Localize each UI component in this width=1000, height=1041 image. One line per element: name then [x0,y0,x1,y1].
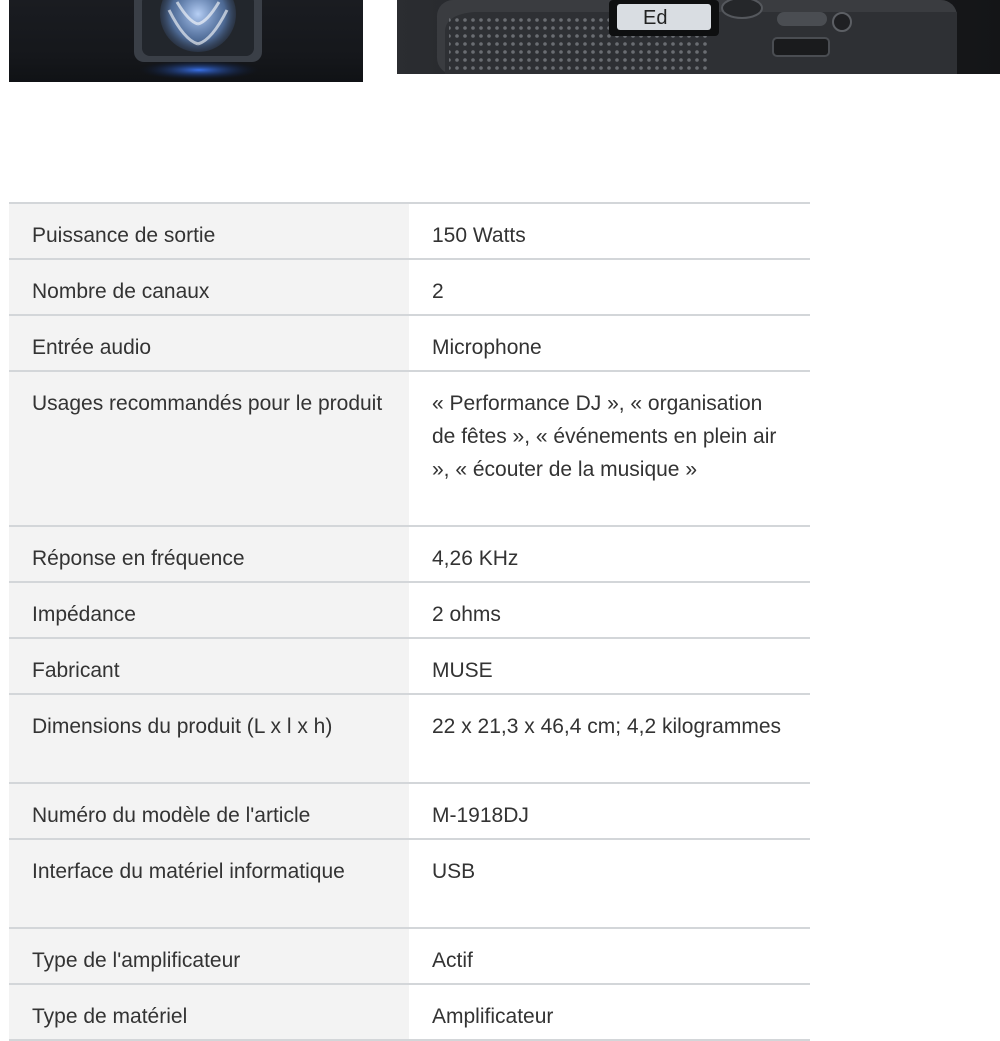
product-specifications-table [9,202,810,1041]
spec-row-frequency-response [9,527,810,583]
spec-row-manufacturer [9,639,810,695]
spec-label: Nombre de canaux [9,260,409,314]
spec-label: Usages recommandés pour le produit [9,372,409,525]
spec-value: 22 x 21,3 x 46,4 cm; 4,2 kilogrammes [409,695,810,782]
spec-value: M-1918DJ [409,784,810,838]
spec-value: « Performance DJ », « organisation de fêtes », « événements en plein air », « écouter de la musique » [409,372,810,525]
spec-label: Réponse en fréquence [9,527,409,581]
spec-label: Entrée audio [9,316,409,370]
spec-label: Impédance [9,583,409,637]
spec-label: Type de l'amplificateur [9,929,409,983]
spec-value: Actif [409,929,810,983]
spec-row-model-number [9,784,810,840]
spec-value: Microphone [409,316,810,370]
spec-row-amplifier-type [9,929,810,985]
speaker-lights-illustration [9,0,363,82]
spec-row-channels [9,260,810,316]
control-panel-illustration [397,0,1000,74]
spec-value: 2 ohms [409,583,810,637]
spec-value: MUSE [409,639,810,693]
spec-label: Dimensions du produit (L x l x h) [9,695,409,782]
spec-row-recommended-uses [9,372,810,527]
spec-row-dimensions [9,695,810,784]
spec-row-hardware-interface [9,840,810,929]
spec-row-hardware-type [9,985,810,1041]
spec-row-output-power [9,204,810,260]
product-image-speaker-lights[interactable] [9,0,363,82]
spec-value: 4,26 KHz [409,527,810,581]
spec-label: Interface du matériel informatique [9,840,409,927]
spec-label: Type de matériel [9,985,409,1039]
spec-row-impedance [9,583,810,639]
spec-value: 150 Watts [409,204,810,258]
spec-value: Amplificateur [409,985,810,1039]
spec-label: Fabricant [9,639,409,693]
spec-value: 2 [409,260,810,314]
product-image-control-panel[interactable] [397,0,1000,74]
spec-label: Puissance de sortie [9,204,409,258]
spec-value: USB [409,840,810,927]
spec-row-audio-input [9,316,810,372]
display-readout: Ed [643,7,668,29]
spec-label: Numéro du modèle de l'article [9,784,409,838]
